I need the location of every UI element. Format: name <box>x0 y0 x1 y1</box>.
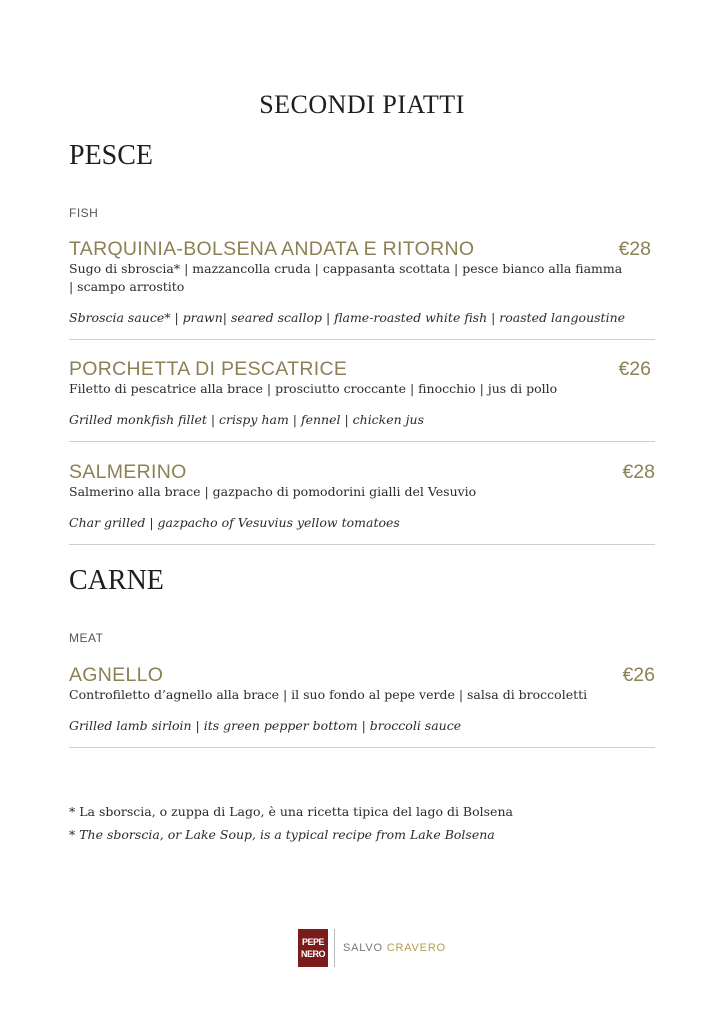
item-name: AGNELLO <box>69 664 164 686</box>
logo-text: CRAVERO <box>386 942 446 954</box>
footer-logos <box>298 928 446 968</box>
menu-item-porchetta <box>69 358 655 429</box>
item-description-en: Grilled lamb sirloin | its green pepper bottom | broccoli sauce <box>69 718 462 733</box>
logo-separator <box>334 929 335 967</box>
item-price: €26 <box>618 358 651 380</box>
menu-item-agnello <box>69 664 655 735</box>
item-price: €28 <box>622 461 655 483</box>
item-name: SALMERINO <box>69 461 187 483</box>
item-description-en: Char grilled | gazpacho of Vesuvius yellow tomatoes <box>69 515 400 530</box>
logo-text: NERO <box>300 949 325 959</box>
salvo-cravero-logo <box>343 942 446 954</box>
divider <box>69 339 655 340</box>
footnote-it: * La sborscia, o zuppa di Lago, è una ricetta tipica del lago di Bolsena <box>69 804 513 819</box>
logo-text: PEPE <box>301 937 324 947</box>
footnote-en: * The sborscia, or Lake Soup, is a typical recipe from Lake Bolsena <box>69 827 495 842</box>
menu-item-tarquinia <box>69 238 655 327</box>
item-name: TARQUINIA-BOLSENA ANDATA E RITORNO <box>69 238 475 260</box>
item-description-it: Filetto di pescatrice alla brace | prosciutto croccante | finocchio | jus di pollo <box>69 381 558 396</box>
logo-text: SALVO <box>343 942 387 954</box>
item-description-it: Controfiletto d’agnello alla brace | il suo fondo al pepe verde | salsa di broccoletti <box>69 687 588 702</box>
section-title-pesce: PESCE <box>69 140 154 171</box>
item-price: €28 <box>618 238 651 260</box>
item-price: €26 <box>622 664 655 686</box>
item-description-en: Sbroscia sauce* | prawn| seared scallop | flame-roasted white fish | roasted langoustine <box>69 310 626 325</box>
divider <box>69 747 655 748</box>
menu-item-salmerino <box>69 461 655 532</box>
page-title: SECONDI PIATTI <box>259 90 465 119</box>
section-subtitle-fish: FISH <box>69 206 99 220</box>
item-description-it: Sugo di sbroscia* | mazzancolla cruda | cappasanta scottata | pesce bianco alla fiamma | scampo arrostito <box>69 261 623 294</box>
divider <box>69 544 655 545</box>
section-title-carne: CARNE <box>69 565 164 596</box>
item-description-it: Salmerino alla brace | gazpacho di pomodorini gialli del Vesuvio <box>69 484 477 499</box>
item-name: PORCHETTA DI PESCATRICE <box>69 358 348 380</box>
item-description-en: Grilled monkfish fillet | crispy ham | fennel | chicken jus <box>69 412 425 427</box>
divider <box>69 441 655 442</box>
pepe-nero-logo <box>298 929 328 967</box>
section-subtitle-meat: MEAT <box>69 631 104 645</box>
